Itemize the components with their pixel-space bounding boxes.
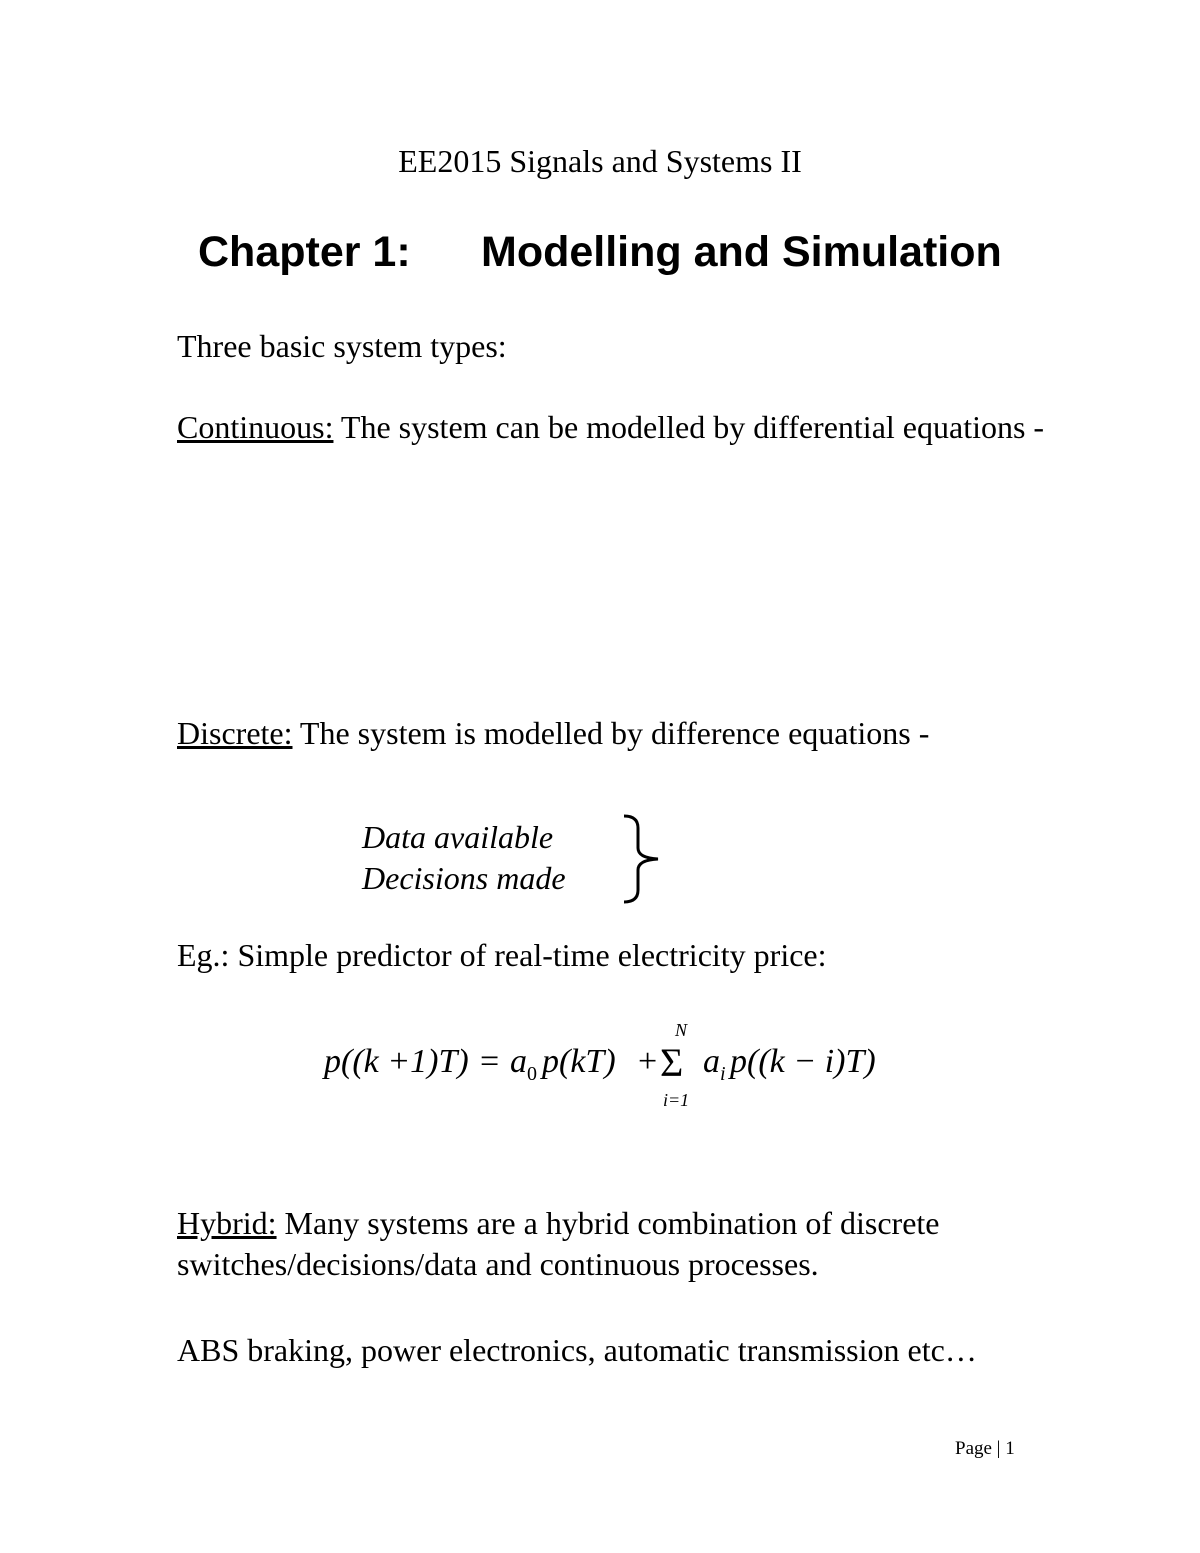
discrete-term: Discrete: bbox=[177, 715, 293, 751]
formula-a0-subscript: 0 bbox=[527, 1063, 537, 1085]
formula-ai: a bbox=[703, 1043, 720, 1080]
continuous-paragraph bbox=[177, 407, 1057, 448]
formula-equals: = bbox=[480, 1043, 500, 1080]
right-brace-icon bbox=[618, 812, 668, 907]
continuous-term: Continuous: bbox=[177, 409, 334, 445]
formula-ai-subscript: i bbox=[720, 1063, 726, 1085]
intro-text: Three basic system types: bbox=[177, 328, 507, 364]
formula-sum-upper: N bbox=[675, 1020, 688, 1040]
formula-term1: p(kT) bbox=[542, 1043, 616, 1080]
chapter-label: Chapter 1: bbox=[198, 228, 411, 276]
discrete-text: The system is modelled by difference equations - bbox=[292, 715, 930, 751]
price-predictor-formula bbox=[320, 1018, 900, 1118]
continuous-text: The system can be modelled by differential equations - bbox=[333, 409, 1045, 445]
brace-labels bbox=[362, 817, 566, 899]
discrete-paragraph bbox=[177, 713, 1057, 754]
applications-text: ABS braking, power electronics, automatic transmission etc… bbox=[177, 1332, 977, 1368]
formula-a0: a bbox=[510, 1043, 527, 1080]
formula-lhs: p((k +1)T) bbox=[324, 1043, 469, 1080]
summation-icon: Σ bbox=[660, 1040, 684, 1085]
hybrid-text: Many systems are a hybrid combination of discrete switches/decisions/data and continuous processes. bbox=[177, 1205, 940, 1282]
brace-label-data: Data available bbox=[362, 819, 554, 855]
course-header: EE2015 Signals and Systems II bbox=[398, 143, 802, 179]
formula-sum-lower: i=1 bbox=[663, 1090, 690, 1110]
example-text: Eg.: Simple predictor of real-time electricity price: bbox=[177, 937, 827, 973]
brace-label-decisions: Decisions made bbox=[362, 860, 566, 896]
formula-term2: p((k − i)T) bbox=[730, 1043, 876, 1080]
page-number: Page | 1 bbox=[955, 1438, 1015, 1459]
hybrid-term: Hybrid: bbox=[177, 1205, 277, 1241]
hybrid-paragraph bbox=[177, 1203, 1057, 1285]
chapter-title: Modelling and Simulation bbox=[481, 228, 1002, 276]
formula-plus: + bbox=[638, 1043, 658, 1080]
